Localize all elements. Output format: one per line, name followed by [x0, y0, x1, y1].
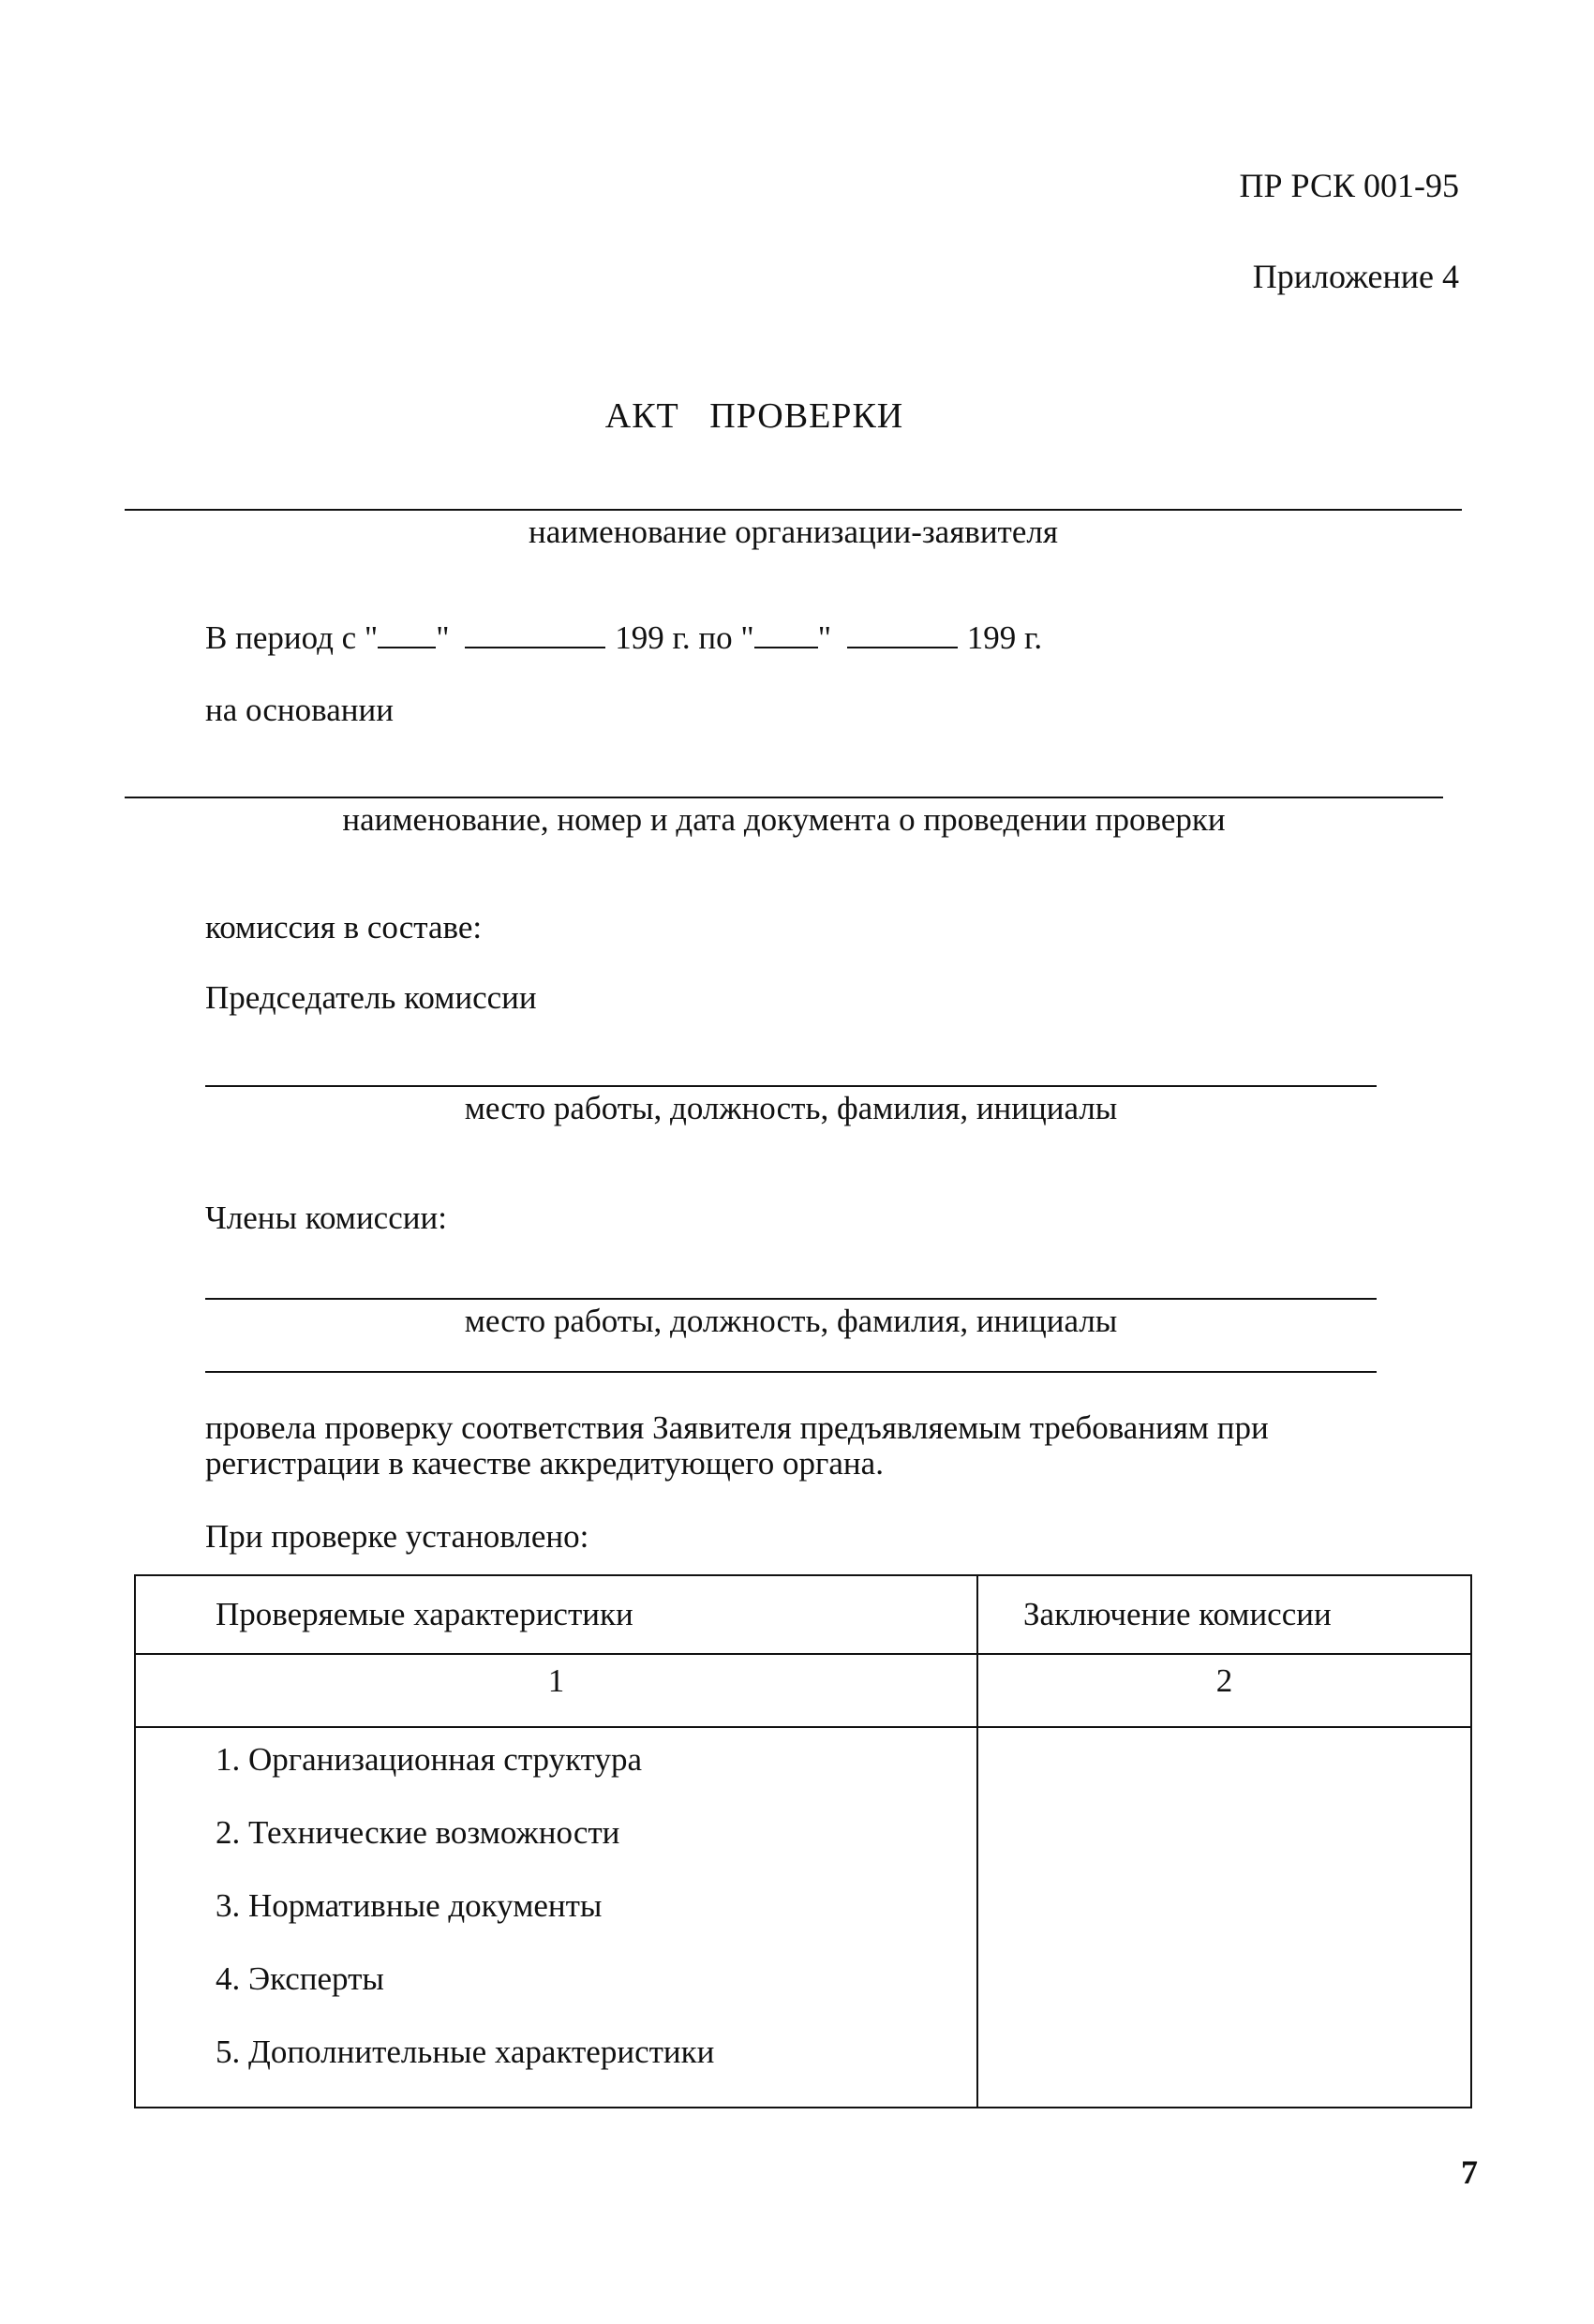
- header-conclusion: Заключение комиссии: [977, 1575, 1471, 1654]
- document-code: ПР РСК 001-95: [1239, 167, 1459, 204]
- commission-label: комиссия в составе:: [205, 909, 483, 946]
- month-to-blank: [847, 618, 958, 648]
- characteristics-list: [136, 1728, 976, 2107]
- list-item: 4. Эксперты: [216, 1960, 384, 1997]
- members-caption: место работы, должность, фамилия, инициалы: [464, 1303, 1118, 1339]
- conducted-paragraph: провела проверку соответствия Заявителя предъявляемым требованиям при регистрации в качестве аккредитующего органа.: [205, 1409, 1269, 1482]
- organization-caption: наименование организации-заявителя: [529, 514, 1058, 550]
- list-item: 3. Нормативные документы: [216, 1887, 603, 1924]
- appendix-label: Приложение 4: [1252, 258, 1459, 295]
- results-table: [134, 1574, 1472, 2108]
- chairman-label: Председатель комиссии: [205, 979, 537, 1016]
- chairman-caption: место работы, должность, фамилия, инициалы: [464, 1090, 1118, 1126]
- basis-label: на основании: [205, 692, 394, 728]
- period-prefix: В период с ": [205, 619, 379, 656]
- column-number-1: 1: [135, 1654, 977, 1727]
- list-item: 1. Организационная структура: [216, 1741, 642, 1778]
- members-fill-line: [205, 1298, 1377, 1300]
- quote-close: ": [436, 619, 450, 656]
- chairman-fill-line: [205, 1085, 1377, 1087]
- table-header-row: [135, 1575, 1471, 1654]
- day-to-blank: [754, 618, 818, 648]
- established-label: При проверке установлено:: [205, 1518, 589, 1555]
- document-title: АКТ ПРОВЕРКИ: [604, 396, 904, 436]
- column-number-2: 2: [977, 1654, 1471, 1727]
- list-item: 5. Дополнительные характеристики: [216, 2034, 715, 2070]
- conclusion-cell: [977, 1727, 1471, 2108]
- members-fill-line-2: [205, 1371, 1377, 1373]
- characteristics-cell: [135, 1727, 977, 2108]
- list-item: 2. Технические возможности: [216, 1814, 620, 1851]
- page-number: 7: [1461, 2153, 1478, 2191]
- members-label: Члены комиссии:: [205, 1199, 447, 1236]
- year-to-text: 199 г. по ": [615, 619, 754, 656]
- organization-fill-line: [125, 509, 1462, 511]
- header-characteristics: Проверяемые характеристики: [135, 1575, 977, 1654]
- table-body-row: [135, 1727, 1471, 2108]
- period-line: [205, 618, 1042, 657]
- document-caption: наименование, номер и дата документа о проведении проверки: [342, 801, 1226, 838]
- month-from-blank: [465, 618, 605, 648]
- table-number-row: [135, 1654, 1471, 1727]
- document-fill-line: [125, 797, 1443, 798]
- year-end-text: 199 г.: [966, 619, 1043, 656]
- day-from-blank: [378, 618, 436, 648]
- quote-close-2: ": [817, 619, 831, 656]
